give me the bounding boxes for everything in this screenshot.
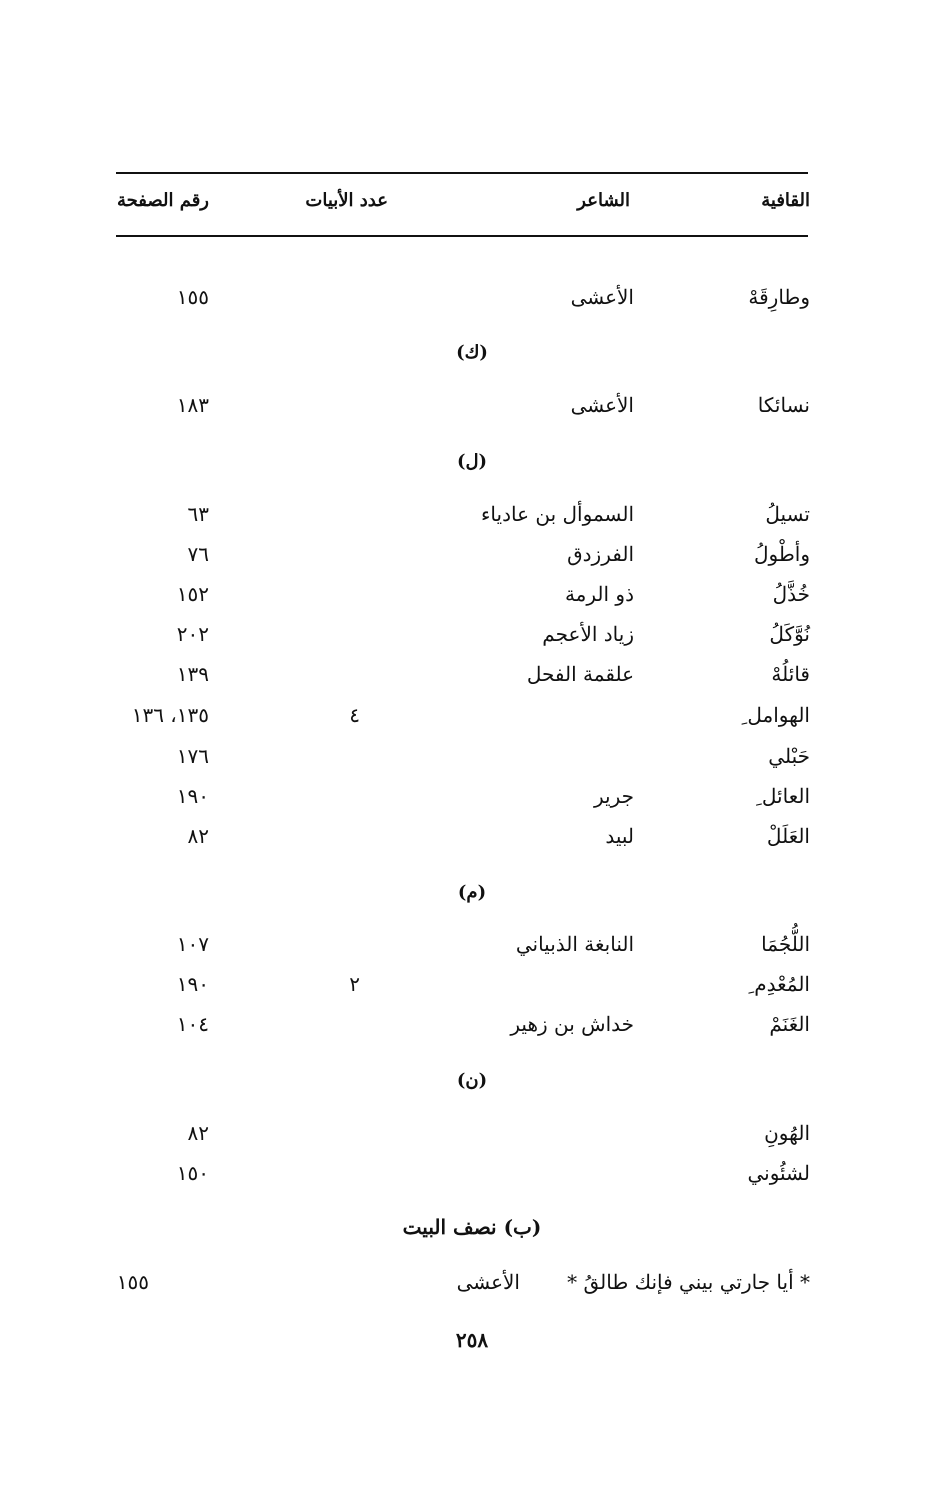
rhyme-cell: وطارِقَهْ: [748, 285, 810, 309]
table-row: [0, 964, 944, 1004]
page-cell: ١٠٧: [176, 932, 209, 956]
section-heading-n: (ن): [456, 1070, 488, 1091]
rhyme-cell: قائلُهْ: [771, 662, 810, 686]
page-cell: ١٥٢: [176, 582, 209, 606]
page-cell: ١٧٦: [176, 744, 209, 768]
header-rule: [116, 235, 808, 237]
table-row: [0, 776, 944, 816]
rhyme-cell: اللُّجُمَا: [761, 932, 810, 956]
table-row: [0, 494, 944, 534]
poet-cell: الفرزدق: [567, 542, 634, 566]
rhyme-cell: الغَنَمْ: [769, 1012, 810, 1036]
rhyme-cell: خُذَّلُ: [772, 582, 810, 606]
section-heading-m: (م): [457, 882, 487, 903]
page-number: ٢٥٨: [455, 1328, 489, 1352]
count-cell: ٢: [349, 972, 360, 996]
rhyme-cell: العَلَلْ: [766, 824, 810, 848]
page-cell: ٦٣: [187, 502, 209, 526]
table-row: [0, 924, 944, 964]
hemistich-page: ١٥٥: [116, 1270, 149, 1294]
poet-cell: خداش بن زهير: [510, 1012, 634, 1036]
poet-cell: السموأل بن عادياء: [481, 502, 634, 526]
hemistich-verse: * أيا جارتي بيني فإنك طالقُ *: [567, 1270, 810, 1294]
header-page: رقم الصفحة: [116, 190, 209, 211]
header-rhyme: القافية: [761, 190, 810, 211]
hemistich-row: [0, 1262, 944, 1302]
header-count: عدد الأبيات: [305, 190, 388, 211]
table-row: [0, 1113, 944, 1153]
page-cell: ١٠٤: [176, 1012, 209, 1036]
page-cell: ٢٠٢: [176, 622, 209, 646]
page-cell: ٨٢: [187, 1121, 209, 1145]
rhyme-cell: لشئُوني: [747, 1161, 810, 1185]
page-cell: ١٨٣: [176, 393, 209, 417]
section-heading-l: (ل): [456, 451, 488, 472]
poet-cell: الأعشى: [570, 285, 634, 309]
rhyme-cell: تسيلُ: [765, 502, 810, 526]
page-cell: ١٣٥، ١٣٦: [131, 703, 209, 727]
rhyme-cell: نُوَّكَلُ: [769, 622, 810, 646]
rhyme-cell: العائل ِ: [756, 784, 810, 808]
page-cell: ٧٦: [187, 542, 209, 566]
page-cell: ١٩٠: [176, 784, 209, 808]
poet-cell: زياد الأعجم: [542, 622, 634, 646]
rhyme-cell: نسائكا: [757, 393, 810, 417]
table-row: [0, 574, 944, 614]
poet-cell: جرير: [594, 784, 634, 808]
poet-cell: ذو الرمة: [564, 582, 634, 606]
header-poet: الشاعر: [577, 190, 630, 211]
poet-cell: النابغة الذبياني: [515, 932, 634, 956]
table-row: [0, 277, 944, 317]
page-cell: ٨٢: [187, 824, 209, 848]
rhyme-cell: وأطْولُ: [754, 542, 810, 566]
poet-cell: علقمة الفحل: [526, 662, 634, 686]
page-cell: ١٩٠: [176, 972, 209, 996]
page-cell: ١٥٥: [176, 285, 209, 309]
count-cell: ٤: [349, 703, 360, 727]
poet-cell: الأعشى: [570, 393, 634, 417]
rhyme-cell: الهوامل ِ: [741, 703, 810, 727]
rhyme-cell: الهُونِ: [764, 1121, 810, 1145]
poet-cell: لبيد: [605, 824, 634, 848]
page-cell: ١٣٩: [176, 662, 209, 686]
section-heading-k: (ك): [456, 342, 488, 363]
rhyme-cell: حَبْلي: [768, 744, 810, 768]
table-row: [0, 695, 944, 735]
page-cell: ١٥٠: [176, 1161, 209, 1185]
table-row: [0, 534, 944, 574]
table-row: [0, 1153, 944, 1193]
table-row: [0, 736, 944, 776]
hemistich-poet: الأعشى: [456, 1270, 520, 1294]
top-rule: [116, 172, 808, 174]
table-row: [0, 1004, 944, 1044]
rhyme-cell: المُعْدِم ِ: [748, 972, 810, 996]
table-row: [0, 385, 944, 425]
table-row: [0, 614, 944, 654]
subsection-title: (ب) نصف البيت: [402, 1215, 542, 1239]
table-row: [0, 654, 944, 694]
table-row: [0, 816, 944, 856]
